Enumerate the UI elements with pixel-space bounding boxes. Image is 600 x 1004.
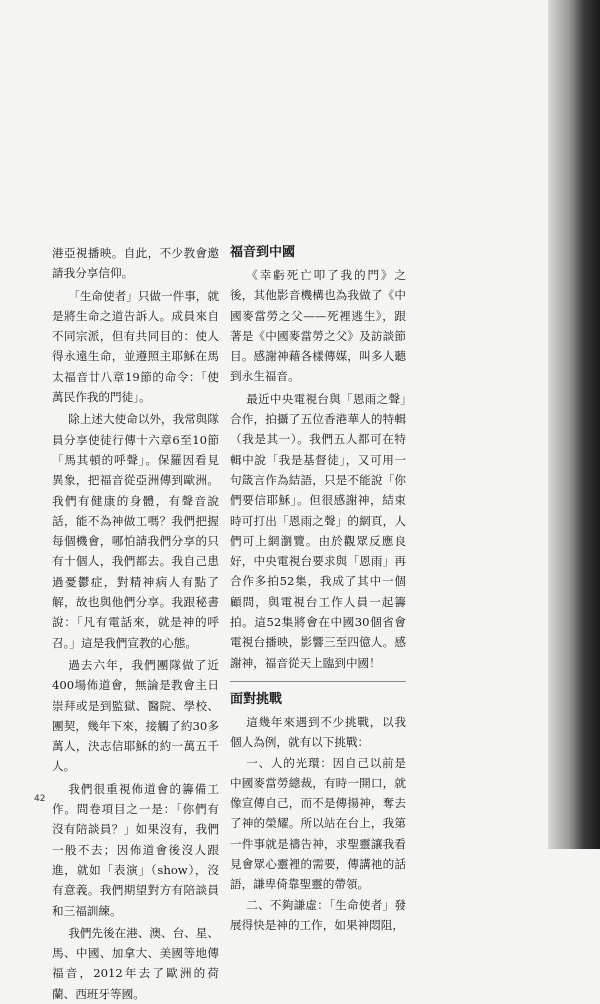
right-column [230,243,406,935]
paragraph: 「生命使者」只做一件事，就是將生命之道告訴人。成員來自不同宗派，但有共同目的：使人得永遠生命，並遵照主耶穌在馬太福音廿八章19節的命令：「使萬民作我的門徒」。 [52,288,219,405]
paragraph: 我們很重視佈道會的籌備工作。問卷項目之一是：「你們有沒有陪談員？」如果沒有，我們一般不去；因佈道會後沒人跟進，就如「表演」（show），沒有意義。我們期望對方有陪談員和三福訓練。 [52,781,219,918]
paragraph: 《幸虧死亡叩了我的門》之後，其他影音機構也為我做了《中國麥當勞之父——死裡逃生》，跟著是《中國麥當勞之父》及訪談節目。感謝神藉各樣傳媒，叫多人聽到永生福音。 [230,268,406,384]
paragraph: 這幾年來遇到不少挑戰，以我個人為例，就有以下挑戰： [230,714,406,750]
paragraph: 過去六年，我們團隊做了近400場佈道會，無論是教會主日崇拜或是到監獄、醫院、學校、團契，幾年下來，接觸了約30多萬人，決志信耶穌的約一萬五千人。 [52,657,219,774]
paragraph: 最近中央電視台與「恩雨之聲」合作，拍攝了五位香港華人的特輯（我是其一）。我們五人都可在特輯中說「我是基督徒」，又可用一句箴言作為結語，只是不能說「你們要信耶穌」。但很感謝神，結束時可打出「恩雨之聲」的網頁，人們可上網瀏覽。由於觀眾反應良好，中央電視台要求與「恩雨」再合作多拍52集，我成了其中一個顧問，與電視台工作人員一起籌拍。這52集將會在中國30個省會電視台播映，影響三至四億人。感謝神，福音從天上臨到中國！ [230,391,406,670]
section-divider [230,681,406,682]
paragraph: 我們先後在港、澳、台、星、馬、中國、加拿大、美國等地傳福音，2012年去了歐洲的荷蘭、西班牙等國。 [52,925,219,1001]
paragraph: 港亞視播映。自此，不少教會邀請我分享信仰。 [52,246,219,281]
paragraph: 除上述大使命以外，我常與隊員分享使徒行傳十六章6至10節「馬其頓的呼聲」。保羅因看見異象，把福音從亞洲傳到歐洲。我們有健康的身體，有聲音說話，能不為神做工嗎？我們把握每個機會，哪怕請我們分享的只有十個人，我們都去。我自己患過憂鬱症，對精神病人有點了解，故也與他們分享。我跟秘書說：「凡有電話來，就是神的呼召。」這是我們宣教的心態。 [52,412,219,650]
section-heading: 福音到中國 [230,245,296,260]
paragraph: 一、人的光環：因自己以前是中國麥當勞總裁，有時一開口，就像宣傳自己，而不是傳揚神，奪去了神的榮耀。所以站在台上，我第一件事就是禱告神，求聖靈讓我看見會眾心靈裡的需要，傳講祂的話語，謙卑倚靠聖靈的帶領。 [230,755,406,892]
left-column [52,243,219,1004]
paragraph: 二、不夠謙虛：「生命使者」發展得快是神的工作，如果神悶阻， [230,897,406,932]
book-binding-shadow [548,0,600,849]
page-number: 42 [34,794,46,804]
section-heading: 面對挑戰 [230,691,283,707]
